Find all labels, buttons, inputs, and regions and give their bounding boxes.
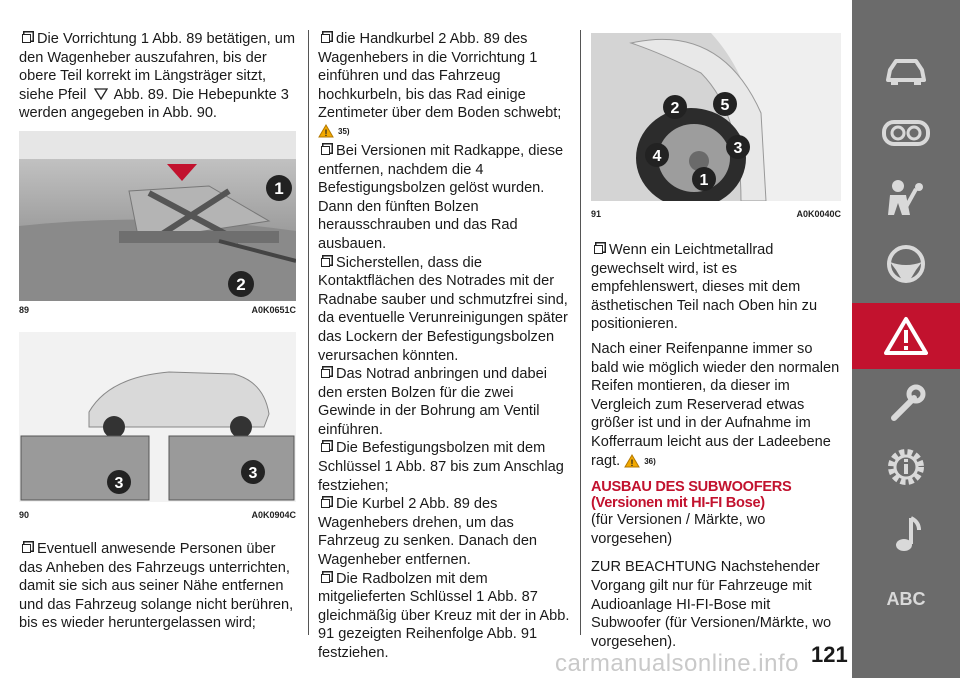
chapter-sidebar xyxy=(852,0,960,678)
music-note-icon xyxy=(889,514,923,554)
svg-text:2: 2 xyxy=(670,100,680,117)
gear-info-icon xyxy=(884,445,928,489)
checkbox-bullet-icon xyxy=(594,245,603,254)
checkbox-bullet-icon xyxy=(321,574,330,583)
wrench-icon xyxy=(886,384,926,424)
svg-text:5: 5 xyxy=(720,97,730,114)
callout-label: 2 xyxy=(236,275,246,294)
checkbox-bullet-icon xyxy=(22,34,31,43)
figure-number: 91 xyxy=(591,209,602,219)
column-1 xyxy=(19,30,296,127)
checkbox-bullet-icon xyxy=(321,443,330,452)
paragraph: die Handkurbel 2 Abb. 89 des Wagenhebers in die Vorrichtung 1 einführen und das Fahrzeug hochkurbeln, bis das Rad einige Zentimeter über dem Boden schwebt; xyxy=(318,31,562,122)
warning-triangle-icon xyxy=(318,124,334,138)
column-1-bottom xyxy=(19,540,296,637)
svg-text:!: ! xyxy=(630,457,634,468)
sidebar-item-multimedia[interactable] xyxy=(852,503,960,565)
sidebar-item-maintenance[interactable] xyxy=(852,373,960,435)
sidebar-item-car[interactable] xyxy=(852,40,960,102)
checkbox-bullet-icon xyxy=(321,146,330,155)
paragraph: Nach einer Reifenpanne immer so bald wie möglich wieder den normalen Reifen montieren, da dieser im Vergleich zum Reserverad etwas größer ist und in der Aufnahme im Kofferraum leicht aus der Ladeebene ragt. ! 36) xyxy=(591,340,840,469)
paragraph: Sicherstellen, dass die Kontaktflächen des Notrades mit der Radnabe sauber und schmutzfrei sind, da eventuelle Verunreinigungen später das Lockern der Befestigungsbolzen verursachen könnten. xyxy=(318,254,568,364)
column-divider xyxy=(308,30,309,635)
column-divider xyxy=(580,30,581,635)
paragraph: Die Kurbel 2 Abb. 89 des Wagenhebers drehen, um das Fahrzeug zu senken. Danach den Wagenheber entfernen. xyxy=(318,496,538,569)
svg-text:1: 1 xyxy=(699,172,709,189)
svg-text:!: ! xyxy=(324,127,328,138)
checkbox-bullet-icon xyxy=(22,544,31,553)
car-lift-points-illustration xyxy=(19,332,296,502)
paragraph: Die Radbolzen mit dem mitgelieferten Schlüssel 1 Abb. 87 gleichmäßig über Kreuz mit der in Abb. 91 gezeigten Reihenfolge Abb. 91 festziehen. xyxy=(318,570,570,661)
figure-90-caption xyxy=(19,510,296,520)
sidebar-item-emergency[interactable] xyxy=(852,303,960,369)
figure-91-caption xyxy=(591,209,841,219)
checkbox-bullet-icon xyxy=(321,258,330,267)
svg-text:3: 3 xyxy=(248,465,258,482)
figure-89-caption xyxy=(19,305,296,315)
watermark: carmanualsonline.info xyxy=(555,650,799,677)
warning-icon xyxy=(884,316,928,356)
svg-text:4: 4 xyxy=(652,148,662,165)
checkbox-bullet-icon xyxy=(321,34,330,43)
red-arrow-icon xyxy=(167,164,197,181)
checkbox-bullet-icon xyxy=(321,369,330,378)
paragraph: Eventuell anwesende Personen über das Anheben des Fahrzeugs unterrichten, damit sie sich aus seiner Nähe entfernen und das Fahrzeug solange nicht berühren, bis es wieder heruntergelassen wird; xyxy=(19,541,294,632)
page-number: 121 xyxy=(811,642,848,667)
figure-number: 89 xyxy=(19,305,30,315)
paragraph: Das Notrad anbringen und dabei den ersten Bolzen für die zwei Gewinde in der Bohrung am Ventil einführen. xyxy=(318,366,547,438)
sidebar-item-dashboard[interactable] xyxy=(852,102,960,164)
svg-text:3: 3 xyxy=(733,140,743,157)
jack-illustration xyxy=(19,131,296,301)
checkbox-bullet-icon xyxy=(321,499,330,508)
column-2 xyxy=(318,30,574,663)
sidebar-item-safety[interactable] xyxy=(852,168,960,230)
section-heading: AUSBAU DES SUBWOOFERS (Versionen mit HI-FI Bose) xyxy=(591,479,792,512)
steering-wheel-icon xyxy=(886,244,926,284)
paragraph: Bei Versionen mit Radkappe, diese entfernen, nachdem die 4 Befestigungsbolzen gelöst wurden. Dann den fünften Bolzen herausschrauben und das Rad ausbauen. xyxy=(318,142,564,252)
abc-index-label: ABC xyxy=(886,588,926,609)
figure-code: A0K0904C xyxy=(251,510,296,520)
paragraph: Wenn ein Leichtmetallrad gewechselt wird, ist es empfehlenswert, dieses mit dem ästhetischen Teil nach Oben hin zu positionieren. xyxy=(591,242,818,333)
arrow-down-triangle-icon xyxy=(94,88,108,100)
sidebar-item-technical-data[interactable] xyxy=(852,436,960,498)
figure-code: A0K0651C xyxy=(251,305,296,315)
column-3 xyxy=(591,241,841,655)
car-icon xyxy=(884,56,928,86)
paragraph: Die Vorrichtung 1 Abb. 89 betätigen, um den Wagenheber auszufahren, bis der obere Teil korrekt im Längsträger sitzt, siehe Pfeil Abb. 89. Die Hebepunkte 3 werden angegeben in Abb. 90. xyxy=(19,31,295,122)
callout-label: 1 xyxy=(274,179,284,198)
figure-90-car-image xyxy=(19,332,296,502)
figure-91-wheel-image xyxy=(591,33,841,201)
paragraph: ZUR BEACHTUNG Nachstehender Vorgang gilt nur für Fahrzeuge mit Audioanlage HI-FI-Bose mit Subwoofer (für Versionen/Märkte, wo vorgesehen). xyxy=(591,559,832,650)
seatbelt-icon xyxy=(886,179,926,219)
warning-triangle-icon xyxy=(624,454,640,468)
wheel-bolt-order-illustration xyxy=(591,33,841,201)
figure-89-jack-image xyxy=(19,131,296,301)
warning-reference: ! 35) xyxy=(318,123,574,140)
figure-number: 90 xyxy=(19,510,30,520)
svg-text:3: 3 xyxy=(114,475,124,492)
sidebar-item-driving[interactable] xyxy=(852,233,960,295)
dashboard-icon xyxy=(882,119,930,147)
paragraph: (für Versionen / Märkte, wo vorgesehen) xyxy=(591,512,766,547)
figure-code: A0K0040C xyxy=(796,209,841,219)
sidebar-item-index[interactable] xyxy=(852,568,960,630)
paragraph: Die Befestigungsbolzen mit dem Schlüssel 1 Abb. 87 bis zum Anschlag festziehen; xyxy=(318,440,564,494)
